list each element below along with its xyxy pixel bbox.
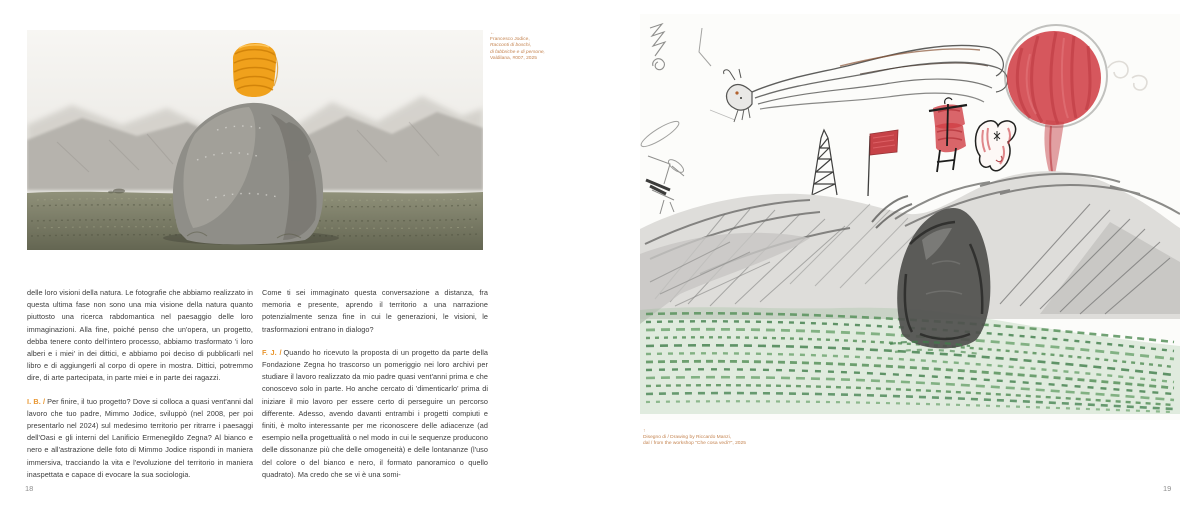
drawing-caption-line2: dal / from the workshop "Che cosa vedi?", 2025: [643, 441, 746, 447]
drawing-illustration: [640, 14, 1180, 420]
caption-arrow-up-icon: ↑: [643, 428, 646, 434]
drawing-caption-line1: Disegno di / Drawing by Riccardo Manzi,: [643, 435, 732, 440]
child-drawing: [640, 14, 1180, 420]
speaker-initials: I. B. /: [27, 396, 46, 406]
paragraph: delle loro visioni della natura. Le fotografie che abbiamo realizzato in questa ultima fase non sono una mia visione della natura quanto piuttosto una ricerca rabdomantica nel paesaggio delle loro immaginazioni. Alla fine, poiché penso che un'opera, un progetto, debba tenere conto dell'intero processo, abbiamo trasformato 'i loro alberi e i miei' in dei dittici, e abbiamo poi deciso di pubblicarli nel libro e di aggiungerli al corpo di opere in mostra. Dittici, potremmo dire, di arte partecipata, in parte miei e in parte dei ragazzi.: [27, 288, 253, 383]
caption-title-line2: di fabbriche e di persone,: [490, 49, 545, 55]
page-number-left: 18: [25, 484, 34, 493]
speaker-initials: F. J. /: [262, 347, 282, 357]
paragraph: Come ti sei immaginato questa conversazione a distanza, fra memoria e presente, aprendo il territorio a una narrazione potenzialmente senza fine in cui le generazioni, le visioni, le trasformazioni entrano in dialogo?: [262, 288, 488, 334]
paragraph: F. J. / Quando ho ricevuto la proposta di un progetto da parte della Fondazione Zegna ho trascorso un pomeriggio nei loro archivi per studiare il lavoro realizzato da mio padre quasi vent'anni prima e che conoscevo solo in parte. Ho anche cercato di 'dimenticarlo' prima di iniziare il mio lavoro per essere certo di perseguire un percorso differente. Adesso, avendo davanti entrambi i progetti compiuti e finiti, è molto interessante per me riconoscere delle adiacenze (ad esempio nella progettualità o nel modo in cui le sequenze producono delle dissonanze più che delle omogeneità) e delle lontananze (l'uso del colore o del bianco e nero, il formato panoramico o quello quadrato). Ma credo che se vi è una somi-: [262, 347, 488, 479]
page-number-right: 19: [1163, 484, 1172, 493]
paragraph: I. B. / Per finire, il tuo progetto? Dove si colloca a quasi vent'anni dal lavoro che tuo padre, Mimmo Jodice, sviluppò (nel 2008, per poi presentarlo nel 2024) sul medesimo territorio per ritrarre i paesaggi dell'Oasi e gli interni del Lanificio Ermenegildo Zegna? Al bianco e nero e all'astrazione delle foto di Mimmo Jodice rispondi in maniera immersiva, tracciando la vita e l'evoluzione del territorio in maniera inaspettata e capace di evocare la sua sociologia.: [27, 396, 253, 479]
drawing-caption: [643, 429, 853, 448]
caption-title-line1: Racconti di boschi,: [490, 43, 532, 49]
yellow-wool-bundle: [233, 43, 278, 97]
caption-detail: Valdilana, #007, 2025: [490, 56, 537, 62]
photo-boulder-with-yellow-wool: [27, 30, 483, 250]
text-column-2: [262, 287, 488, 481]
photo-illustration: [27, 30, 483, 250]
photo-caption: [490, 31, 568, 63]
text-column-1: [27, 287, 253, 481]
caption-arrow-left-icon: ←: [490, 30, 495, 36]
caption-artist: Francesco Jodice,: [490, 37, 530, 42]
